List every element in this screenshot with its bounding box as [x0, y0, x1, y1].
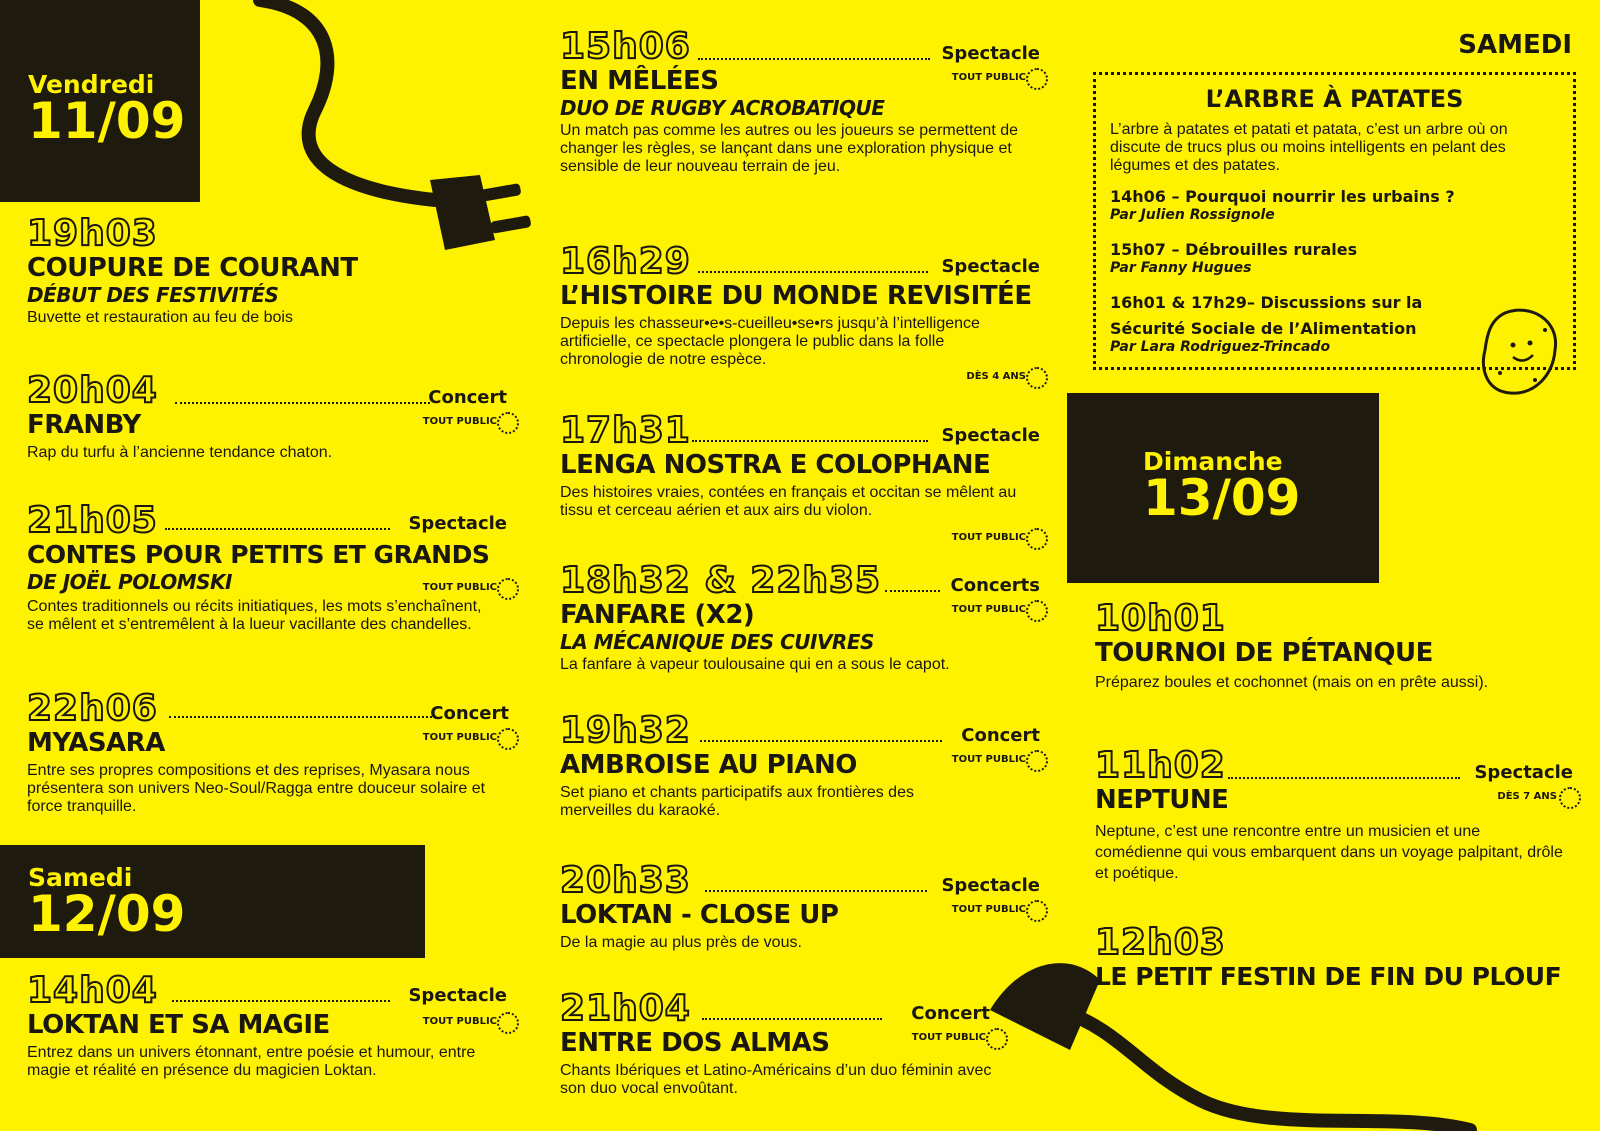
event-title: CONTES POUR PETITS ET GRANDS	[27, 540, 490, 569]
event-time: 15h06	[560, 26, 691, 67]
event-time: 21h04	[560, 988, 691, 1029]
event-description: De la magie au plus près de vous.	[560, 934, 802, 951]
day-header-saturday	[0, 845, 425, 958]
dotted-leader	[692, 440, 928, 442]
event-title: FRANBY	[27, 410, 141, 440]
event-title: NEPTUNE	[1095, 785, 1229, 815]
event-title: MYASARA	[27, 728, 165, 758]
event-lenga-nostra	[560, 410, 1050, 543]
sun-icon	[1026, 528, 1048, 550]
day-name: Dimanche	[1143, 447, 1283, 476]
event-description: Préparez boules et cochonnet (mais on en prête aussi).	[1095, 674, 1489, 691]
dotted-leader	[702, 1018, 882, 1020]
event-time: 16h29	[560, 241, 691, 282]
event-category: Spectacle	[941, 256, 1040, 277]
event-audience: TOUT PUBLIC	[951, 754, 1026, 765]
event-title: TOURNOI DE PÉTANQUE	[1095, 638, 1433, 668]
day-name: Samedi	[28, 863, 133, 892]
event-histoire-du-monde	[560, 241, 1050, 382]
dotted-leader	[175, 402, 430, 404]
event-category: Spectacle	[941, 43, 1040, 64]
day-date: 12/09	[28, 885, 186, 943]
event-description: Neptune, c’est une rencontre entre un musicien et une comédienne qui vous embarquent dans un voyage palpitant, drôle et poétique.	[1095, 823, 1563, 882]
event-time: 17h31	[560, 410, 691, 451]
event-time: 10h01	[1095, 598, 1226, 639]
event-description: La fanfare à vapeur toulousaine qui en a sous le capot.	[560, 656, 950, 673]
event-category: Concert	[430, 703, 509, 724]
event-audience: DÈS 4 ANS	[966, 371, 1026, 382]
day-header-sunday	[1067, 393, 1379, 583]
event-time: 20h33	[560, 860, 691, 901]
dotted-leader	[698, 271, 928, 273]
event-title: FANFARE (X2)	[560, 600, 755, 630]
event-category: Concert	[428, 387, 507, 408]
event-time: 14h04	[27, 970, 158, 1011]
sun-icon	[497, 728, 519, 750]
event-category: Spectacle	[941, 425, 1040, 446]
event-time: 20h04	[27, 370, 158, 411]
event-title: L’HISTOIRE DU MONDE REVISITÉE	[560, 281, 1032, 311]
dotted-leader	[172, 1000, 390, 1002]
event-time: 19h03	[27, 213, 158, 254]
event-category: Concert	[961, 725, 1040, 746]
sun-icon	[1026, 68, 1048, 90]
event-fanfare	[560, 562, 1050, 674]
event-entre-dos-almas	[560, 990, 1050, 1098]
event-title: AMBROISE AU PIANO	[560, 750, 857, 780]
sun-icon	[986, 1028, 1008, 1050]
event-description: Un match pas comme les autres ou les joueurs se permettent de changer les règles, se lançant dans une exploration physique et sensible de leur nouveau terrain de jeu.	[560, 122, 1018, 175]
dotted-leader	[1228, 777, 1460, 779]
talk-3-speaker: Par Lara Rodriguez-Trincado	[1110, 339, 1331, 355]
event-description: Depuis les chasseur•e•s-cueilleu•se•rs jusqu’à l’intelligence artificielle, ce spectacle plongera le public dans la folle chronologie de notre espèce.	[560, 315, 980, 368]
patates-day-label: SAMEDI	[1458, 30, 1572, 60]
event-description: Entre ses propres compositions et des reprises, Myasara nous présentera son univers Neo-Soul/Ragga entre douceur solaire et force tranquille.	[27, 762, 486, 815]
event-category: Concert	[911, 1003, 990, 1024]
event-subtitle: DÉBUT DES FESTIVITÉS	[27, 283, 279, 307]
event-title: LOKTAN - CLOSE UP	[560, 900, 839, 930]
sun-icon	[1026, 900, 1048, 922]
event-title: LENGA NOSTRA E COLOPHANE	[560, 450, 991, 480]
event-contes	[27, 502, 527, 634]
talk-1-title: 14h06 – Pourquoi nourrir les urbains ?	[1110, 187, 1455, 206]
event-title: LE PETIT FESTIN DE FIN DU PLOUF	[1095, 962, 1562, 991]
event-loktan-close-up	[560, 862, 1050, 952]
event-description: Chants Ibériques et Latino-Américains d’un duo féminin avec son duo vocal envoûtant.	[560, 1062, 992, 1097]
sun-icon	[1026, 750, 1048, 772]
event-audience: TOUT PUBLIC	[951, 904, 1026, 915]
dotted-leader	[700, 740, 942, 742]
event-subtitle: DUO DE RUGBY ACROBATIQUE	[560, 96, 885, 120]
event-category: Concerts	[950, 575, 1040, 596]
dotted-leader	[698, 58, 930, 60]
event-audience: TOUT PUBLIC	[422, 582, 497, 593]
event-description: Des histoires vraies, contées en français et occitan se mêlent au tissu et cerceau aérien et aux airs du violon.	[560, 484, 1017, 519]
patates-title: L’ARBRE À PATATES	[1205, 85, 1464, 113]
event-ambroise	[560, 712, 1050, 820]
talk-3-title-line2: Sécurité Sociale de l’Alimentation	[1110, 319, 1417, 338]
event-description: Contes traditionnels ou récits initiatiques, les mots s’enchaînent, se mêlent et s’entremêlent à la lueur vacillante des chandelles.	[27, 598, 482, 633]
talk-3-title-line1: 16h01 & 17h29– Discussions sur la	[1110, 293, 1423, 312]
day-date: 11/09	[28, 92, 186, 150]
event-category: Spectacle	[408, 513, 507, 534]
event-title: COUPURE DE COURANT	[27, 253, 358, 283]
event-time: 18h32 & 22h35	[560, 560, 882, 601]
event-audience: DÈS 7 ANS	[1497, 791, 1557, 802]
event-neptune	[1095, 747, 1585, 884]
day-header-friday	[0, 0, 200, 202]
sun-icon	[497, 578, 519, 600]
event-time: 12h03	[1095, 922, 1226, 963]
event-audience: TOUT PUBLIC	[422, 1016, 497, 1027]
day-name: Vendredi	[28, 70, 155, 99]
event-audience: TOUT PUBLIC	[951, 532, 1026, 543]
talk-2-title: 15h07 – Débrouilles rurales	[1110, 240, 1358, 259]
talk-2-speaker: Par Fanny Hugues	[1110, 260, 1252, 276]
dotted-leader	[885, 590, 940, 592]
event-audience: TOUT PUBLIC	[911, 1032, 986, 1043]
event-category: Spectacle	[941, 875, 1040, 896]
arbre-a-patates-box	[1093, 72, 1576, 370]
dotted-leader	[165, 528, 390, 530]
event-audience: TOUT PUBLIC	[422, 416, 497, 427]
event-audience: TOUT PUBLIC	[951, 604, 1026, 615]
event-subtitle: LA MÉCANIQUE DES CUIVRES	[560, 630, 874, 654]
event-loktan-magie	[27, 972, 527, 1080]
event-description: Rap du turfu à l’ancienne tendance chaton.	[27, 444, 333, 461]
event-category: Spectacle	[408, 985, 507, 1006]
event-myasara	[27, 690, 527, 816]
patates-description: L’arbre à patates et patati et patata, c’est un arbre où on discute de trucs plus ou moins intelligents en pelant des légumes et des patates.	[1110, 121, 1508, 174]
event-description: Entrez dans un univers étonnant, entre poésie et humour, entre magie et réalité en présence du magicien Loktan.	[27, 1044, 476, 1079]
sun-icon	[497, 412, 519, 434]
event-description: Set piano et chants participatifs aux frontières des merveilles du karaoké.	[560, 784, 914, 819]
event-description: Buvette et restauration au feu de bois	[27, 309, 293, 326]
event-title: EN MÊLÉES	[560, 66, 719, 96]
event-time: 21h05	[27, 500, 158, 541]
dotted-leader	[705, 890, 927, 892]
event-petit-festin	[1095, 924, 1585, 992]
event-audience: TOUT PUBLIC	[422, 732, 497, 743]
talk-1-speaker: Par Julien Rossignole	[1110, 207, 1275, 223]
event-en-melees	[560, 28, 1050, 176]
event-franby	[27, 372, 527, 462]
dotted-leader	[169, 716, 432, 718]
event-category: Spectacle	[1474, 762, 1573, 783]
sun-icon	[497, 1012, 519, 1034]
event-time: 11h02	[1095, 745, 1226, 786]
event-coupure-de-courant	[27, 215, 527, 327]
event-time: 22h06	[27, 688, 158, 729]
event-audience: TOUT PUBLIC	[951, 72, 1026, 83]
event-petanque	[1095, 600, 1585, 692]
sun-icon	[1559, 787, 1581, 809]
event-title: LOKTAN ET SA MAGIE	[27, 1010, 330, 1040]
day-date: 13/09	[1143, 469, 1301, 527]
event-time: 19h32	[560, 710, 691, 751]
sun-icon	[1026, 600, 1048, 622]
event-title: ENTRE DOS ALMAS	[560, 1028, 830, 1058]
event-subtitle: DE JOËL POLOMSKI	[27, 570, 232, 594]
sun-icon	[1026, 367, 1048, 389]
